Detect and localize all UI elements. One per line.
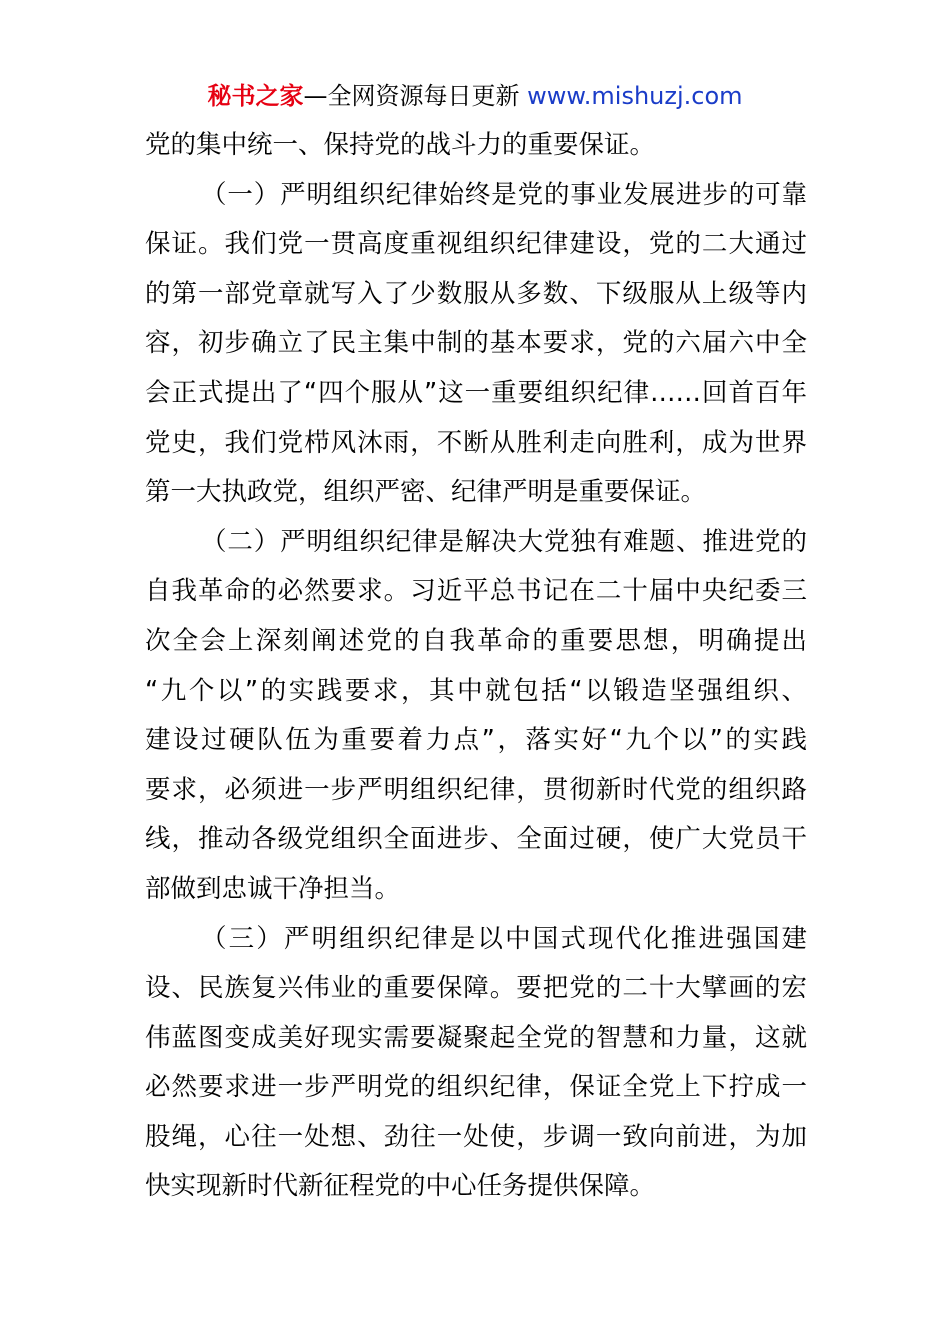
section-two-heading-line: （二）严明组织纪律是解决大党独有难题、推进党的 — [201, 526, 807, 557]
text-line: 自我革命的必然要求。习近平总书记在二十届中央纪委三 — [145, 576, 807, 607]
text-line: 线，推动各级党组织全面进步、全面过硬，使广大党员干 — [145, 824, 807, 855]
text-line: 党史，我们党栉风沐雨，不断从胜利走向胜利，成为世界 — [145, 427, 807, 458]
text-line: “九个以”的实践要求，其中就包括“以锻造坚强组织、 — [145, 675, 807, 706]
text-line: 伟蓝图变成美好现实需要凝聚起全党的智慧和力量，这就 — [145, 1022, 807, 1053]
text-line: 第一大执政党，组织严密、纪律严明是重要保证。 — [145, 477, 707, 508]
section-one-heading-line: （一）严明组织纪律始终是党的事业发展进步的可靠 — [201, 179, 807, 210]
text-line: 的第一部党章就写入了少数服从多数、下级服从上级等内 — [145, 278, 807, 309]
site-tagline: —全网资源每日更新 — [303, 82, 520, 110]
site-brand: 秘书之家 — [207, 82, 304, 110]
text-line: 保证。我们党一贯高度重视组织纪律建设，党的二大通过 — [145, 229, 807, 260]
text-line: 会正式提出了“四个服从”这一重要组织纪律……回首百年 — [145, 377, 807, 408]
text-line: 次全会上深刻阐述党的自我革命的重要思想，明确提出 — [145, 625, 807, 656]
site-url-link[interactable]: www.mishuzj.com — [527, 82, 743, 110]
text-line: 党的集中统一、保持党的战斗力的重要保证。 — [145, 130, 656, 160]
site-header — [0, 80, 950, 112]
text-line: 股绳，心往一处想、劲往一处使，步调一致向前进，为加 — [145, 1121, 807, 1152]
text-line: 快实现新时代新征程党的中心任务提供保障。 — [145, 1171, 656, 1202]
text-line: 必然要求进一步严明党的组织纪律，保证全党上下拧成一 — [145, 1072, 807, 1103]
text-line: 建设过硬队伍为重要着力点”，落实好“九个以”的实践 — [145, 725, 807, 756]
section-three-heading-line: （三）严明组织纪律是以中国式现代化推进强国建 — [201, 923, 807, 954]
text-line: 要求，必须进一步严明组织纪律，贯彻新时代党的组织路 — [145, 774, 807, 805]
text-line: 设、民族复兴伟业的重要保障。要把党的二十大擘画的宏 — [145, 973, 807, 1004]
document-body — [145, 121, 807, 1212]
text-line: 部做到忠诚干净担当。 — [145, 873, 401, 904]
text-line: 容，初步确立了民主集中制的基本要求，党的六届六中全 — [145, 328, 807, 359]
